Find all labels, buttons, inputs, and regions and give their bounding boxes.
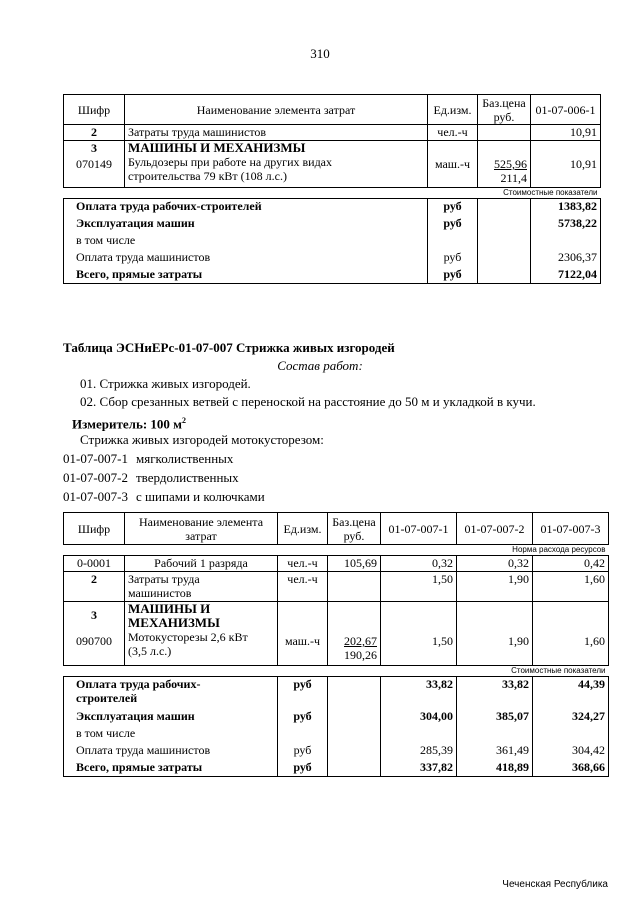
summary-value-3: 304,42 (533, 743, 609, 760)
row-code: 2 (64, 125, 125, 141)
summary-value-1: 285,39 (381, 743, 457, 760)
header-price: Баз.цена руб. (328, 513, 381, 545)
meter (72, 414, 186, 431)
summary-label: Эксплуатация машин (64, 216, 428, 233)
row-unit: маш.-ч (284, 634, 321, 648)
summary-row (64, 709, 609, 726)
row-code: 3 (91, 608, 97, 622)
summary-value-2: 418,89 (457, 760, 533, 777)
section-row (64, 545, 609, 556)
table-row (64, 556, 609, 572)
header-code: Шифр (64, 95, 125, 125)
summary-row (64, 726, 609, 743)
summary-label: Всего, прямые затраты (64, 760, 278, 777)
row-value-3: 1,60 (584, 634, 605, 648)
composition-title: Состав работ: (277, 358, 363, 373)
variant-code: 01-07-007-2 (63, 470, 128, 485)
row-value-1: 1,50 (432, 634, 453, 648)
section-label: Стоимостные показатели (64, 666, 609, 677)
summary-label: в том числе (64, 233, 428, 250)
table-header-row (64, 513, 609, 545)
row-code: 0-0001 (64, 556, 125, 572)
page-number: 310 (310, 46, 330, 61)
summary-unit: руб (428, 267, 478, 284)
summary-label: Оплата труда машинистов (64, 250, 428, 267)
row-unit: чел.-ч (428, 125, 478, 141)
summary-label: Оплата труда рабочих-строителей (64, 199, 428, 216)
summary-value: 7122,04 (531, 267, 601, 284)
row-name: машинистов (128, 586, 192, 600)
summary-row (64, 743, 609, 760)
row-unit: чел.-ч (278, 572, 328, 602)
summary-unit: руб (428, 250, 478, 267)
summary-label: Оплата труда рабочих- (76, 677, 201, 691)
row-price-2: 190,26 (344, 648, 377, 662)
summary-value: 1383,82 (531, 199, 601, 216)
summary-row (64, 267, 601, 284)
summary-unit: руб (278, 709, 328, 726)
row-price: 202,67 (344, 634, 377, 648)
summary-unit: руб (428, 199, 478, 216)
header-norm-2: 01-07-007-2 (457, 513, 533, 545)
row-name: Затраты труда машинистов (125, 125, 428, 141)
row-code: 3 (91, 141, 97, 155)
section-machines: МАШИНЫ И (128, 601, 211, 616)
header-name: Наименование элемента затрат (125, 513, 278, 545)
summary-label: Оплата труда машинистов (64, 743, 278, 760)
variant-item (63, 452, 233, 466)
resource-table-01-07-006 (63, 94, 601, 284)
summary-value-1: 33,82 (381, 677, 457, 709)
row-value-1: 0,32 (381, 556, 457, 572)
work-item: 01. Стрижка живых изгородей. (80, 376, 251, 391)
row-name: Затраты труда (128, 572, 200, 586)
meter-sup: 2 (182, 416, 187, 425)
summary-row (64, 760, 609, 777)
summary-value-3: 368,66 (533, 760, 609, 777)
resource-table-01-07-007 (63, 512, 609, 777)
summary-row (64, 677, 609, 709)
row-name: Мотокусторезы 2,6 кВт (128, 630, 248, 644)
row-value-2: 1,90 (457, 572, 533, 602)
section-machines: МАШИНЫ И МЕХАНИЗМЫ (128, 140, 306, 155)
summary-unit: руб (278, 677, 328, 709)
row-unit: маш.-ч (434, 157, 471, 171)
row-price-2: 211,4 (500, 171, 527, 185)
summary-value-3: 324,27 (533, 709, 609, 726)
row-value-1: 1,50 (381, 572, 457, 602)
row-price: 105,69 (328, 556, 381, 572)
summary-value-1: 337,82 (381, 760, 457, 777)
header-code: Шифр (64, 513, 125, 545)
section-label: Норма расхода ресурсов (64, 545, 609, 556)
row-code: 2 (64, 572, 125, 602)
variant-code: 01-07-007-3 (63, 489, 128, 504)
row-name: строительства 79 кВт (108 л.с.) (128, 169, 287, 183)
work-item: 02. Сбор срезанных ветвей с переноской на расстояние до 50 м и укладкой в кучи. (80, 394, 536, 409)
variant-text: мягколиственных (136, 451, 234, 466)
meter-text: Измеритель: 100 м (72, 416, 183, 432)
row-value-3: 1,60 (533, 572, 609, 602)
section-row (64, 666, 609, 677)
summary-value: 2306,37 (531, 250, 601, 267)
summary-row (64, 250, 601, 267)
variant-code: 01-07-007-1 (63, 451, 128, 466)
summary-label: строителей (76, 691, 138, 705)
table-row (64, 125, 601, 141)
row-name: Бульдозеры при работе на других видах (128, 155, 333, 169)
summary-value-3: 44,39 (533, 677, 609, 709)
summary-label: в том числе (64, 726, 278, 743)
header-unit: Ед.изм. (278, 513, 328, 545)
variant-item (63, 471, 239, 485)
summary-row (64, 233, 601, 250)
section-row (64, 188, 601, 199)
summary-value-2: 361,49 (457, 743, 533, 760)
table-title: Таблица ЭСНиЕРс-01-07-007 Стрижка живых изгородей (63, 340, 395, 355)
variant-item (63, 490, 265, 504)
summary-label: Эксплуатация машин (64, 709, 278, 726)
summary-row (64, 199, 601, 216)
row-value: 10,91 (531, 125, 601, 141)
row-value-2: 1,90 (508, 634, 529, 648)
row-name: (3,5 л.с.) (128, 644, 172, 658)
summary-value-2: 33,82 (457, 677, 533, 709)
variant-text: с шипами и колючками (136, 489, 265, 504)
header-price: Баз.цена руб. (478, 95, 531, 125)
table-row (64, 141, 601, 188)
variant-text: твердолиственных (136, 470, 239, 485)
section-machines: МЕХАНИЗМЫ (128, 615, 220, 630)
summary-value: 5738,22 (531, 216, 601, 233)
row-price: 525,96 (494, 157, 527, 171)
row-value-3: 0,42 (533, 556, 609, 572)
subtitle: Стрижка живых изгородей мотокусторезом: (80, 432, 324, 447)
row-unit: чел.-ч (278, 556, 328, 572)
header-unit: Ед.изм. (428, 95, 478, 125)
table-header-row (64, 95, 601, 125)
row-value-2: 0,32 (457, 556, 533, 572)
row-name: Рабочий 1 разряда (125, 556, 278, 572)
section-label: Стоимостные показатели (64, 188, 601, 199)
summary-unit: руб (428, 216, 478, 233)
header-name: Наименование элемента затрат (125, 95, 428, 125)
row-code: 070149 (76, 157, 112, 171)
table-row (64, 602, 609, 666)
table-row (64, 572, 609, 602)
summary-unit: руб (278, 760, 328, 777)
header-norm-3: 01-07-007-3 (533, 513, 609, 545)
summary-unit: руб (278, 743, 328, 760)
header-norm-1: 01-07-007-1 (381, 513, 457, 545)
header-norm: 01-07-006-1 (531, 95, 601, 125)
summary-value-2: 385,07 (457, 709, 533, 726)
row-code: 090700 (76, 634, 112, 648)
summary-label: Всего, прямые затраты (64, 267, 428, 284)
footer-region: Чеченская Республика (502, 879, 608, 890)
summary-value-1: 304,00 (381, 709, 457, 726)
row-value: 10,91 (570, 157, 597, 171)
summary-row (64, 216, 601, 233)
